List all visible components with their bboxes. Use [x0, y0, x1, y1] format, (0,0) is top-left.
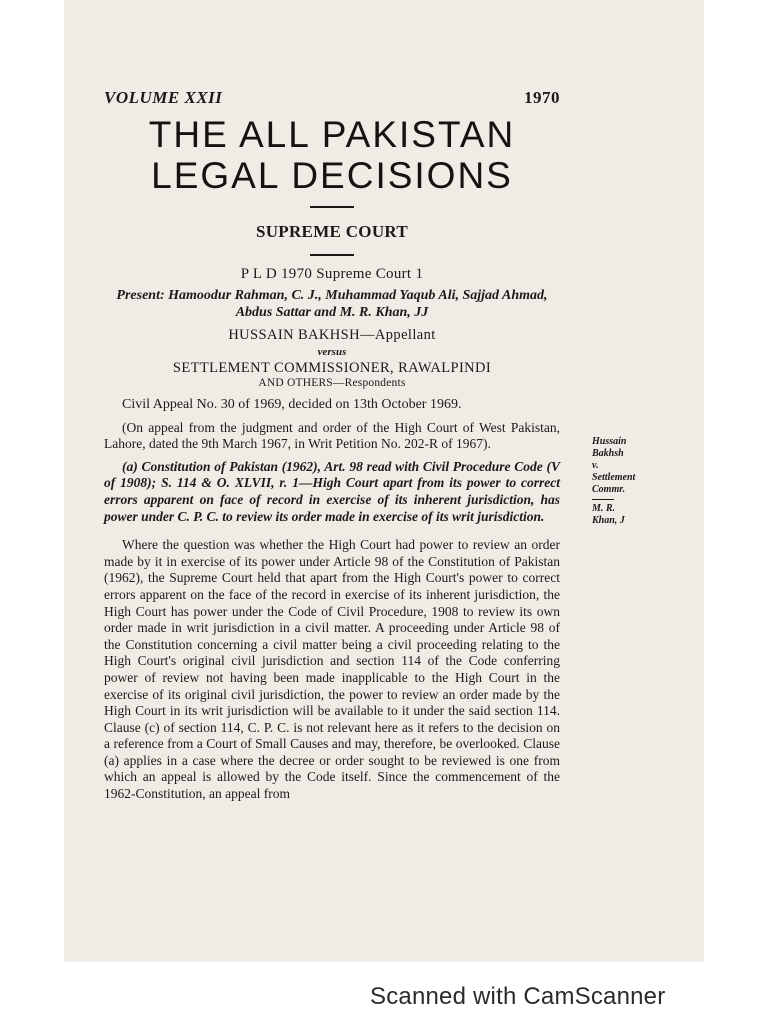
- case-info: Civil Appeal No. 30 of 1969, decided on 13th October 1969.: [122, 397, 462, 412]
- judgment-body: Where the question was whether the High Court had power to review an order made by it in exercise of its power under Article 98 of the Constitution of Pakistan (1962), the Supreme Court held that apart from the High Court's power to correct errors apparent on the face of the record in exercise of its inherent jurisdiction, the High Court has power under the Code of Civil Procedure, 1908 to review its own order made in writ jurisdiction in a civil matter. A proceeding under Article 98 of the Constitution concerning a civil matter being a civil proceeding relating to the High Court's original civil jurisdiction and section 114 of the Code conferring power of review not having been made inapplicable to the High Court in the exercise of its original civil jurisdiction, the power to review an order made by the High Court in its writ jurisdiction will be available to it under the said section 114. Clause (c) of section 114, C. P. C. is not relevant here as it refers to the decision on a reference from a Court of Small Causes and may, therefore, be overlooked. Clause (a) applies in a case where the decree or order sought to be reviewed is one from which an appeal is allowed by the Code itself. Since the commencement of the 1962-Constitution, an appeal from: [104, 537, 560, 802]
- bench-present: [104, 287, 560, 321]
- respondent: SETTLEMENT COMMISSIONER, RAWALPINDI: [172, 360, 492, 376]
- margin-line: Hussain: [592, 436, 627, 447]
- margin-line: Settlement: [592, 472, 636, 483]
- title-divider: [310, 206, 354, 208]
- court-heading: SUPREME COURT: [255, 222, 409, 241]
- headnote: (a) Constitution of Pakistan (1962), Art. 98 read with Civil Procedure Code (V of 1908); S. 114 & O. XLVII, r. 1—High Court apart from its power to correct errors apparent on face of record in exercise of its inherent jurisdiction, has power under C. P. C. to review its order made in exercise of its writ jurisdiction.: [104, 458, 560, 524]
- margin-line: M. R.: [592, 503, 616, 514]
- appeal-note: (On appeal from the judgment and order of the High Court of West Pakistan, Lahore, dated the 9th March 1967, in Writ Petition No. 202-R of 1967).: [104, 419, 560, 452]
- margin-line: Khan, J: [592, 515, 625, 526]
- scanner-watermark: Scanned with CamScanner: [370, 983, 666, 1010]
- respondent-others: AND OTHERS—Respondents: [258, 377, 406, 389]
- volume-year: 1970: [524, 88, 560, 107]
- margin-note: [592, 436, 682, 527]
- scanned-page: [64, 0, 704, 962]
- journal-title-line1: THE ALL PAKISTAN: [148, 114, 516, 155]
- appellant: HUSSAIN BAKHSH—Appellant: [228, 327, 436, 343]
- margin-line: Commr.: [592, 484, 626, 495]
- margin-divider: [592, 499, 614, 500]
- versus: versus: [317, 346, 347, 358]
- margin-line: Bakhsh: [592, 448, 624, 459]
- margin-line: v.: [592, 460, 599, 471]
- present-judges: Hamoodur Rahman, C. J., Muhammad Yaqub Ali, Sajjad Ahmad, Abdus Sattar and M. R. Khan, JJ: [168, 288, 548, 320]
- present-label: Present:: [116, 288, 165, 303]
- volume-header: [104, 88, 560, 108]
- volume-label: VOLUME XXII: [104, 88, 223, 107]
- case-citation: P L D 1970 Supreme Court 1: [240, 266, 424, 282]
- court-divider: [310, 254, 354, 256]
- journal-title-line2: LEGAL DECISIONS: [151, 155, 513, 196]
- page-content: [104, 88, 560, 803]
- journal-title: [104, 114, 560, 196]
